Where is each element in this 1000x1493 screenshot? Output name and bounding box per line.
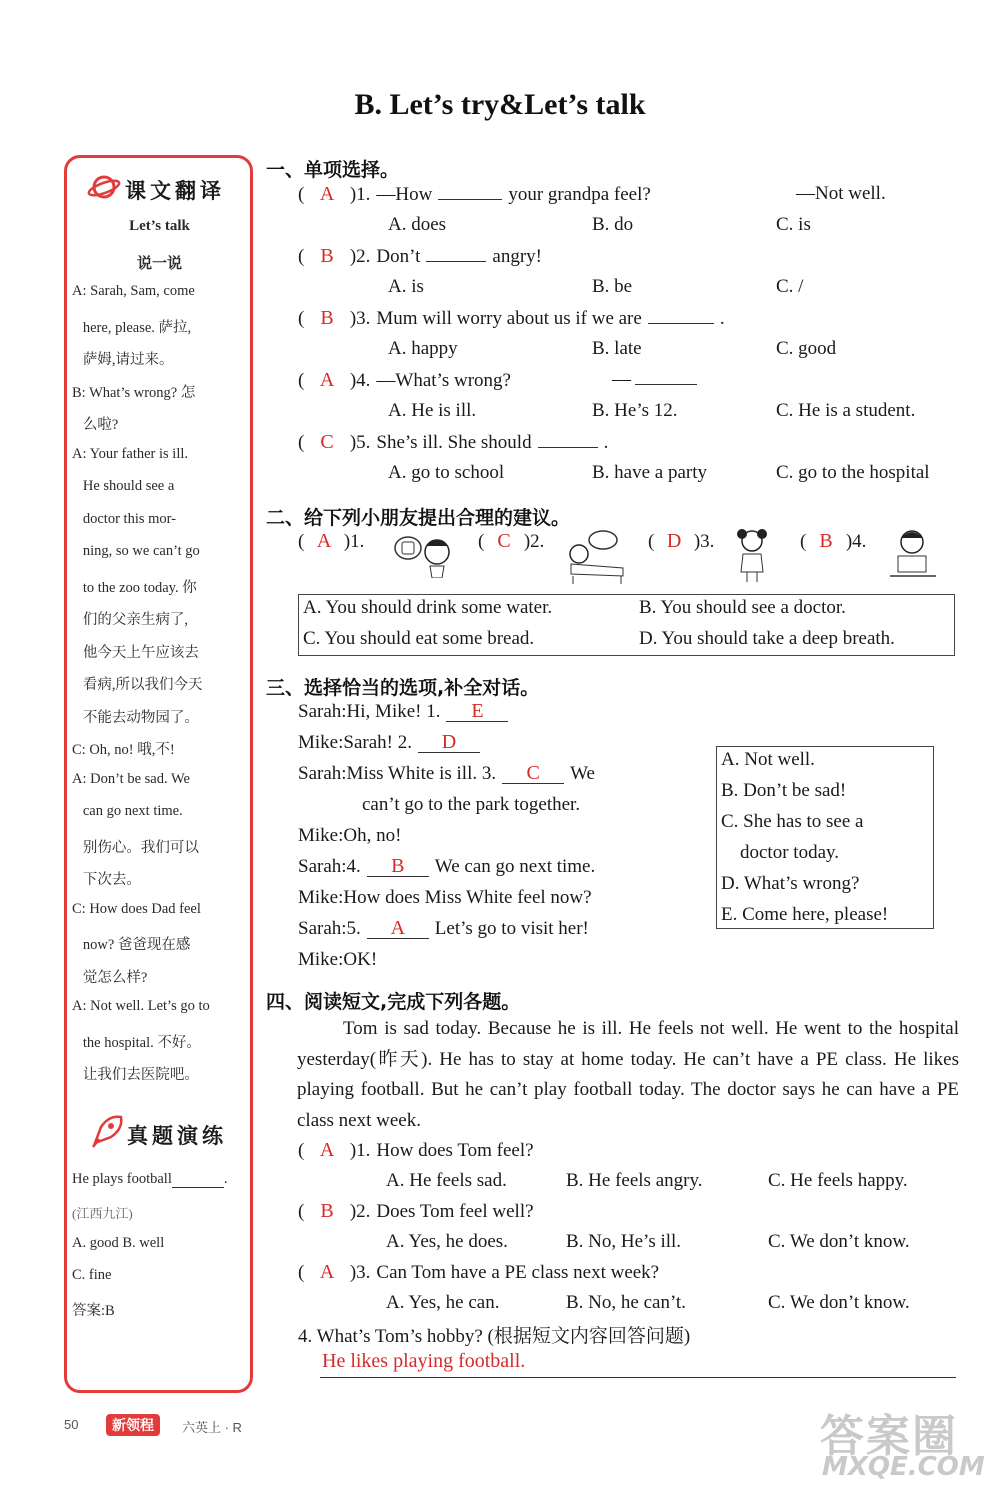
practice-answer: 答案:B <box>72 1303 115 1319</box>
reading-option-b: B. He feels angry. <box>566 1170 703 1191</box>
paren-close: ) <box>345 308 357 329</box>
dialogue-text: How does Miss White feel now? <box>343 887 592 908</box>
translation-line: 萨姆,请过来。 <box>72 352 174 368</box>
translation-line: 觉怎么样? <box>72 969 148 986</box>
speaker: Sarah: <box>298 763 347 784</box>
advice-item: ( B )4. <box>800 530 867 552</box>
dialogue-option: A. Not well. <box>721 749 815 770</box>
dialogue-text-end: We can go next time. <box>434 856 596 877</box>
translation-line: now? 爸爸现在感 <box>72 937 191 953</box>
mc-option-c: C. is <box>776 214 811 235</box>
mc-number: 5. <box>356 432 371 453</box>
section1-heading: 一、单项选择。 <box>266 159 400 181</box>
question-4-answer: He likes playing football. <box>322 1350 526 1372</box>
mc-option-c: C. He is a student. <box>776 400 916 421</box>
paren-open: ( <box>298 370 310 391</box>
mc-option-a: A. is <box>388 276 424 297</box>
mc-stem: Don’t <box>376 246 421 267</box>
girl-icon <box>737 526 767 584</box>
practice-question: He plays football . <box>72 1171 228 1187</box>
dialogue-answer: D <box>418 732 480 753</box>
translation-line: 让我们去医院吧。 <box>72 1067 199 1083</box>
thirsty-kid-icon <box>392 528 462 578</box>
dialogue-text: Sarah! 2. <box>343 732 412 753</box>
dialogue-text-end: We <box>570 763 595 784</box>
translation-line: A: Your father is ill. <box>72 445 188 462</box>
translation-line: 别伤心。我们可以 <box>72 839 199 856</box>
reading-question-row: ( A )3. Can Tom have a PE class next week? <box>298 1261 660 1283</box>
reading-number: 3. <box>356 1262 371 1283</box>
mc-question-row <box>298 369 511 392</box>
translation-line: 他今天上午应该去 <box>72 644 199 661</box>
dialogue-text: OK! <box>343 949 378 970</box>
dialogue-answer: E <box>446 701 508 722</box>
dialogue-option: B. Don’t be sad! <box>721 780 847 801</box>
mc-option-b: B. late <box>592 338 642 359</box>
sidebar-subtitle-cn: 说一说 <box>136 254 182 272</box>
reading-question-text: Can Tom have a PE class next week? <box>376 1262 660 1283</box>
dialogue-option: C. She has to see a <box>721 811 864 832</box>
advice-answer: B <box>819 530 833 552</box>
mc-number: 1. <box>356 184 371 205</box>
section2-option-a: A. You should drink some water. <box>303 597 553 618</box>
dialogue-answer: A <box>367 918 429 939</box>
advice-answer: A <box>316 530 332 552</box>
mc-number: 2. <box>356 246 371 267</box>
paren-open: ( <box>298 246 310 267</box>
watermark-url: MXQE.COM <box>822 1452 985 1482</box>
translation-line: can go next time. <box>72 803 183 819</box>
reading-number: 2. <box>356 1201 371 1222</box>
mc-answer: A <box>319 183 335 205</box>
dialogue-line <box>298 825 401 847</box>
translation-line: here, please. 萨拉, <box>72 319 192 336</box>
dialogue-line <box>298 887 592 909</box>
translation-line: to the zoo today. 你 <box>72 579 197 596</box>
speaker: Sarah: <box>298 856 347 877</box>
rocket-icon <box>87 1113 125 1151</box>
mc-option-b: B. be <box>592 276 633 297</box>
paren-close: ) <box>345 370 357 391</box>
watermark-logo: 答案圈 <box>820 1411 958 1462</box>
mc-reply: —Not well. <box>796 183 886 204</box>
mc-stem: —What’s wrong? <box>376 370 511 391</box>
reading-option-a: A. Yes, he can. <box>386 1292 500 1313</box>
sick-boy-icon <box>890 526 936 582</box>
mc-option-a: A. He is ill. <box>388 400 477 421</box>
reading-option-b: B. No, he can’t. <box>566 1292 686 1313</box>
dialogue-text: can’t go to the park together. <box>362 794 581 815</box>
mc-number: 3. <box>356 308 371 329</box>
speaker: Sarah: <box>298 918 347 939</box>
reading-option-c: C. He feels happy. <box>768 1170 908 1191</box>
hungry-kid-icon <box>563 528 633 584</box>
mc-stem: —How <box>376 184 433 205</box>
answer-line <box>320 1377 956 1378</box>
mc-option-a: A. does <box>388 214 447 235</box>
dialogue-text: 4. <box>346 856 361 877</box>
translation-line: ning, so we can’t go <box>72 543 200 559</box>
dialogue-text: Miss White is ill. 3. <box>346 763 497 784</box>
practice-heading: 真题演练 <box>127 1124 227 1148</box>
mc-number: 4. <box>356 370 371 391</box>
translation-line: doctor this mor- <box>72 510 177 527</box>
translation-line: He should see a <box>72 478 175 494</box>
translation-line: C: Oh, no! 哦,不! <box>72 742 175 758</box>
mc-stem: Mum will worry about us if we are <box>376 308 642 329</box>
mc-option-b: B. do <box>592 214 634 235</box>
reading-answer: A <box>319 1139 335 1161</box>
reading-answer: B <box>320 1200 334 1222</box>
dialogue-text: Hi, Mike! 1. <box>346 701 441 722</box>
advice-answer: D <box>666 530 682 552</box>
mc-question-row <box>298 307 725 330</box>
dialogue-answer: B <box>367 856 429 877</box>
reading-option-c: C. We don’t know. <box>768 1231 910 1252</box>
paren-open: ( <box>298 184 310 205</box>
translation-line: 们的父亲生病了, <box>72 612 188 628</box>
reading-answer: A <box>319 1261 335 1283</box>
translation-line: C: How does Dad feel <box>72 900 201 917</box>
dialogue-option: D. What’s wrong? <box>721 873 860 894</box>
reading-option-b: B. No, He’s ill. <box>566 1231 682 1252</box>
dialogue-text-end: Let’s go to visit her! <box>434 918 589 939</box>
planet-icon <box>87 170 121 204</box>
translation-sidebar <box>64 155 253 1393</box>
mc-stem-end: . <box>603 432 609 453</box>
advice-answer: C <box>497 530 511 552</box>
reading-option-c: C. We don’t know. <box>768 1292 910 1313</box>
reading-question-text: How does Tom feel? <box>376 1140 534 1161</box>
mc-stem-end: . <box>719 308 725 329</box>
dialogue-line <box>298 732 486 754</box>
mc-answer: B <box>320 307 334 329</box>
mc-option-c: C. / <box>776 276 804 297</box>
advice-item: ( A )1. <box>298 530 365 552</box>
advice-number: 1. <box>350 531 365 552</box>
section3-options-box <box>716 746 934 929</box>
section2-option-d: D. You should take a deep breath. <box>639 628 895 649</box>
mc-question-row <box>298 431 608 454</box>
translation-line: B: What’s wrong? 怎 <box>72 384 196 401</box>
mc-stem-end: angry! <box>492 246 542 267</box>
advice-number: 2. <box>530 531 545 552</box>
paren-close: ) <box>345 184 357 205</box>
dialogue-line <box>298 949 377 971</box>
dialogue-line <box>298 701 514 723</box>
translation-line: A: Don’t be sad. We <box>72 770 190 787</box>
dialogue-line <box>362 794 580 816</box>
translation-line: 下次去。 <box>72 872 141 888</box>
advice-number: 4. <box>852 531 867 552</box>
speaker: Mike: <box>298 732 344 753</box>
section2-options-box <box>298 594 955 656</box>
section4-heading: 四、阅读短文,完成下列各题。 <box>266 991 521 1013</box>
speaker: Mike: <box>298 887 344 908</box>
section2-option-c: C. You should eat some bread. <box>303 628 535 649</box>
reading-question-row: ( A )1. How does Tom feel? <box>298 1139 534 1161</box>
section2-option-b: B. You should see a doctor. <box>639 597 846 618</box>
paren-open: ( <box>298 308 310 329</box>
mc-option-b: B. have a party <box>592 462 708 483</box>
mc-option-c: C. go to the hospital <box>776 462 930 483</box>
mc-answer: A <box>319 369 335 391</box>
reading-option-a: A. He feels sad. <box>386 1170 507 1191</box>
translation-line: A: Not well. Let’s go to <box>72 998 210 1014</box>
practice-source: (江西九江) <box>72 1206 133 1221</box>
dialogue-line <box>298 763 595 785</box>
fill-blank <box>648 309 714 324</box>
translation-line: 不能去动物园了。 <box>72 709 199 726</box>
speaker: Sarah: <box>298 701 347 722</box>
mc-option-c: C. good <box>776 338 837 359</box>
section2-heading: 二、给下列小朋友提出合理的建议。 <box>266 507 571 529</box>
page-title: B. Let’s try&Let’s talk <box>354 88 646 121</box>
paren-open: ( <box>298 432 310 453</box>
brand-logo: 新领程 <box>106 1414 160 1436</box>
reading-passage: Tom is sad today. Because he is ill. He feels not well. He went to the hospital yesterday(昨天). He has to stay at home today. He can’t have a PE class. He likes playing football. But he can’t play football today. The doctor says he can have a PE class next week. <box>297 1018 959 1131</box>
practice-options-2: C. fine <box>72 1267 112 1283</box>
reading-question-row: ( B )2. Does Tom feel well? <box>298 1200 534 1222</box>
fill-blank <box>635 370 697 385</box>
mc-question-row <box>298 245 542 268</box>
translation-heading: 课文翻译 <box>125 179 225 203</box>
book-grade: 六英上 · R <box>182 1420 242 1435</box>
dialogue-line <box>298 918 589 940</box>
advice-number: 3. <box>700 531 715 552</box>
fill-blank <box>438 185 502 200</box>
fill-blank <box>538 433 598 448</box>
mc-option-a: A. happy <box>388 338 458 359</box>
advice-item: ( C )2. <box>478 530 545 552</box>
translation-line: the hospital. 不好。 <box>72 1034 201 1051</box>
translation-line: 么啦? <box>72 417 119 433</box>
speaker: Mike: <box>298 949 344 970</box>
sidebar-subtitle-en: Let’s talk <box>129 218 190 234</box>
reading-question-text: Does Tom feel well? <box>376 1201 534 1222</box>
mc-question-row <box>298 183 651 206</box>
paren-close: ) <box>345 246 357 267</box>
question-4-text: 4. What’s Tom’s hobby? (根据短文内容回答问题) <box>298 1326 691 1347</box>
reading-number: 1. <box>356 1140 371 1161</box>
dialogue-line <box>298 856 595 878</box>
reading-option-a: A. Yes, he does. <box>386 1231 508 1252</box>
advice-item: ( D )3. <box>648 530 715 552</box>
dialogue-option: E. Come here, please! <box>721 904 889 925</box>
mc-stem-end: your grandpa feel? <box>508 184 651 205</box>
dialogue-text: 5. <box>346 918 361 939</box>
practice-options-1: A. good B. well <box>72 1235 165 1251</box>
page-number: 50 <box>64 1417 79 1432</box>
mc-stem: She’s ill. She should <box>376 432 532 453</box>
fill-blank <box>426 247 486 262</box>
mc-answer: B <box>320 245 334 267</box>
mc-option-a: A. go to school <box>388 462 505 483</box>
translation-line: 看病,所以我们今天 <box>72 677 203 693</box>
mc-option-b: B. He’s 12. <box>592 400 678 421</box>
dialogue-text: Oh, no! <box>343 825 402 846</box>
mc-reply: — <box>612 369 697 391</box>
translation-line: A: Sarah, Sam, come <box>72 283 195 299</box>
speaker: Mike: <box>298 825 344 846</box>
section3-heading: 三、选择恰当的选项,补全对话。 <box>266 677 540 699</box>
dialogue-answer: C <box>502 763 564 784</box>
paren-close: ) <box>345 432 357 453</box>
mc-answer: C <box>320 431 334 453</box>
dialogue-option: doctor today. <box>721 842 840 863</box>
